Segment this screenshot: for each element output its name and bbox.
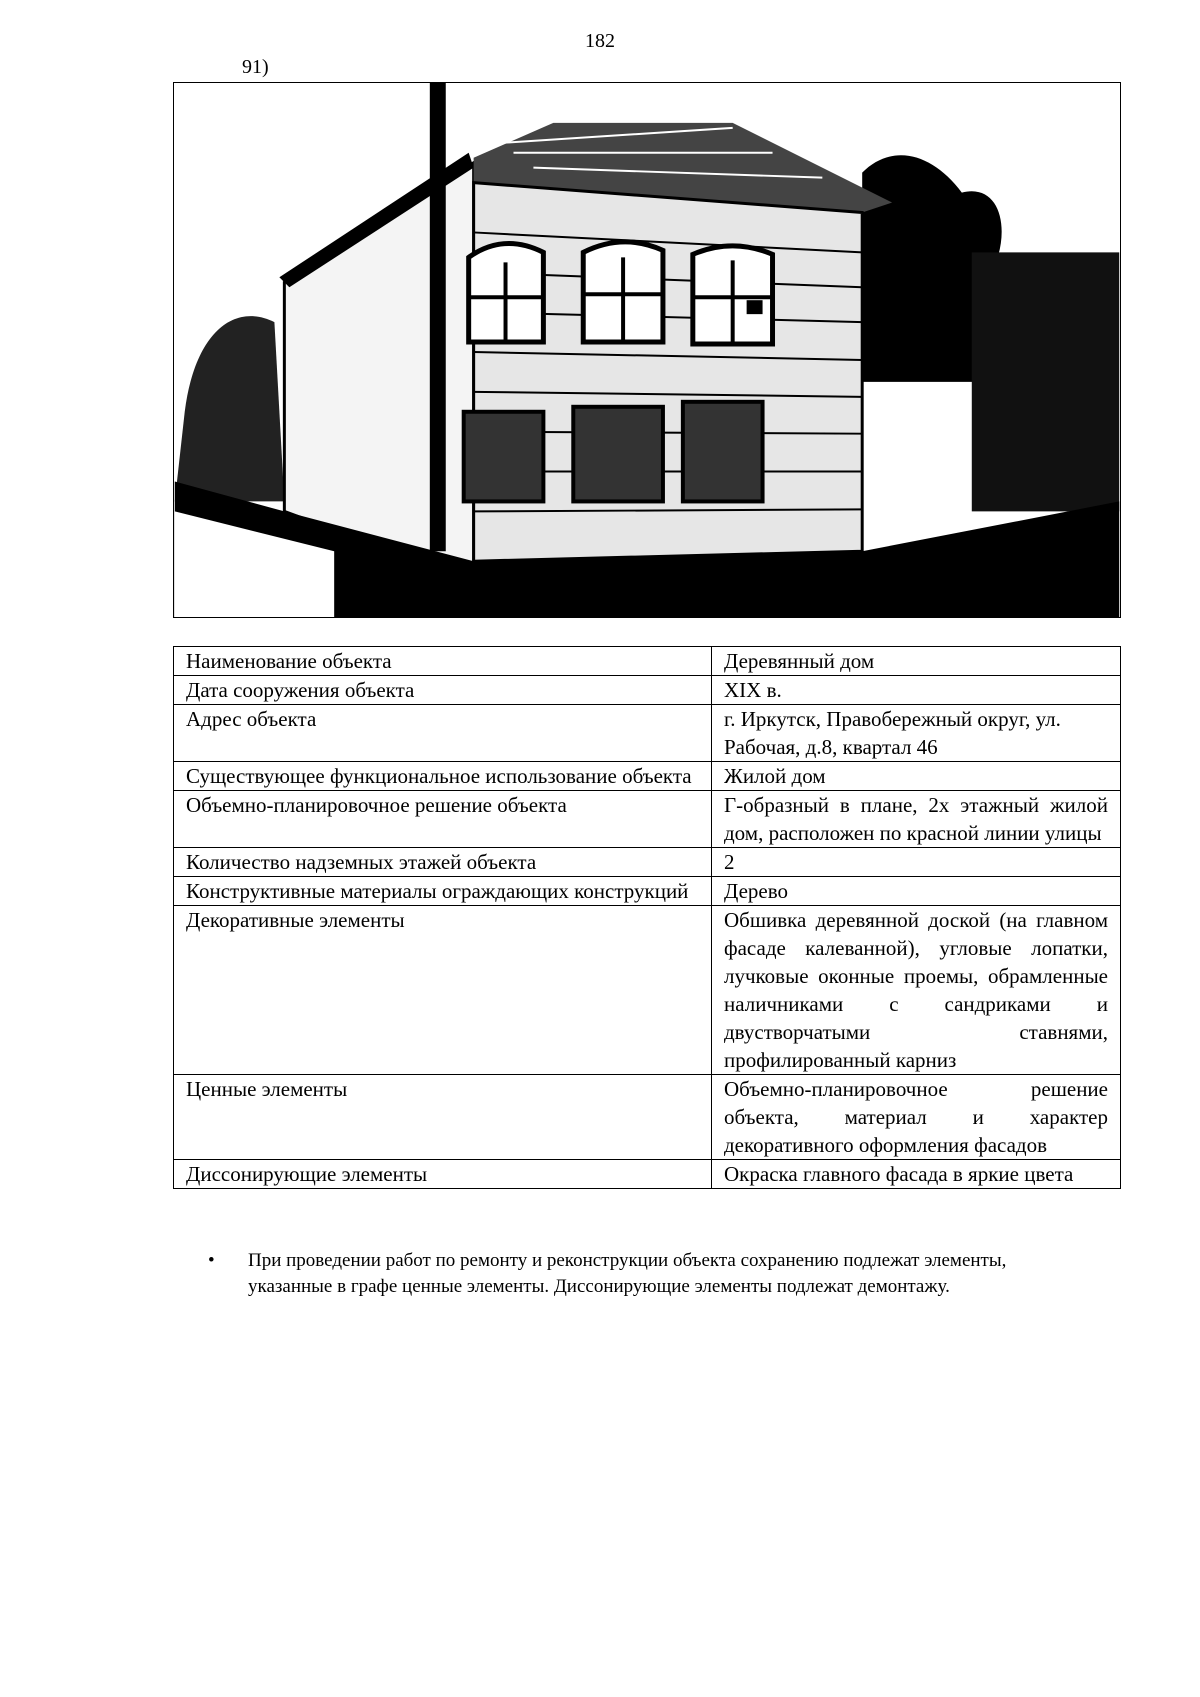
table-row (174, 676, 1121, 705)
table-row (174, 848, 1121, 877)
figure-number: 91) (242, 56, 269, 78)
row-label: Декоративные элементы (174, 906, 712, 1075)
row-label: Адрес объекта (174, 705, 712, 762)
row-value: Объемно-планировочное решение объекта, материал и характер декоративного оформления фасадов (712, 1075, 1121, 1160)
table-row (174, 877, 1121, 906)
table-row (174, 1075, 1121, 1160)
row-value: XIX в. (712, 676, 1121, 705)
object-info-table (173, 646, 1121, 1189)
row-label: Диссонирующие элементы (174, 1160, 712, 1189)
footnote-text: При проведении работ по ремонту и реконструкции объекта сохранению подлежат элементы, указанные в графе ценные элементы. Диссонирующие элементы подлежат демонтажу. (248, 1250, 1007, 1297)
page-number: 182 (585, 30, 615, 52)
row-label: Объемно-планировочное решение объекта (174, 791, 712, 848)
footnote (208, 1248, 1068, 1300)
row-label: Существующее функциональное использование объекта (174, 762, 712, 791)
bullet-icon: • (208, 1250, 215, 1271)
table-row (174, 1160, 1121, 1189)
building-photo (173, 82, 1121, 618)
table-row (174, 647, 1121, 676)
row-label: Дата сооружения объекта (174, 676, 712, 705)
row-value: Жилой дом (712, 762, 1121, 791)
row-label: Конструктивные материалы ограждающих конструкций (174, 877, 712, 906)
table-row (174, 906, 1121, 1075)
row-label: Наименование объекта (174, 647, 712, 676)
row-value: г. Иркутск, Правобережный округ, ул. Рабочая, д.8, квартал 46 (712, 705, 1121, 762)
row-label: Количество надземных этажей объекта (174, 848, 712, 877)
table-row (174, 791, 1121, 848)
row-label: Ценные элементы (174, 1075, 712, 1160)
row-value: Г-образный в плане, 2х этажный жилой дом, расположен по красной линии улицы (712, 791, 1121, 848)
row-value: Окраска главного фасада в яркие цвета (712, 1160, 1121, 1189)
row-value: Деревянный дом (712, 647, 1121, 676)
table-row (174, 705, 1121, 762)
table-row (174, 762, 1121, 791)
row-value: Обшивка деревянной доской (на главном фасаде калеванной), угловые лопатки, лучковые оконные проемы, обрамленные наличниками с сандриками и двустворчатыми ставнями, профилированный карниз (712, 906, 1121, 1075)
row-value: 2 (712, 848, 1121, 877)
row-value: Дерево (712, 877, 1121, 906)
building-photo-drawing (174, 83, 1120, 617)
